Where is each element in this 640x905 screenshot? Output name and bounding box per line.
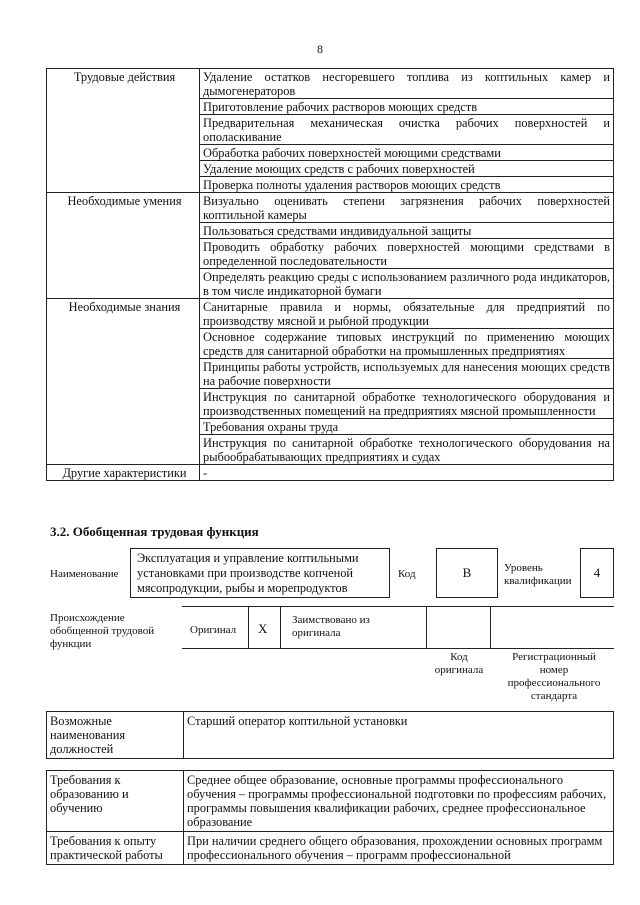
labor-function-table [46, 68, 614, 481]
code-label: Код [398, 568, 416, 580]
original-mark: X [258, 621, 268, 636]
labor-action-item: Приготовление рабочих растворов моющих средств [200, 99, 614, 115]
borrowed-label: Заимствовано из оригинала [292, 614, 370, 639]
name-box [130, 548, 390, 598]
table-row [47, 832, 614, 865]
knowledge-item: Требования охраны труда [200, 419, 614, 435]
knowledge-item: Основное содержание типовых инструкций по применению моющих средств для санитарной обработки на промышленных предприятиях [200, 329, 614, 359]
positions-table [46, 711, 614, 759]
labor-action-item: Обработка рабочих поверхностей моющими средствами [200, 145, 614, 161]
skill-item: Проводить обработку рабочих поверхностей моющими средствами в определенной последовательности [200, 239, 614, 269]
level-value: 4 [593, 565, 601, 580]
level-label: Уровень квалификации [504, 562, 572, 587]
skill-item: Определять реакцию среды с использованием различного рода индикаторов, в том числе индикаторной бумаги [200, 269, 614, 299]
function-name: Эксплуатация и управление коптильными установками при производстве копченой мясопродукции, рыбы и морепродуктов [137, 551, 359, 595]
table-row [47, 299, 614, 329]
experience-label: Требования к опыту практической работы [47, 832, 184, 865]
origin-divider [248, 606, 249, 648]
table-row [47, 465, 614, 481]
table-row [47, 69, 614, 99]
knowledge-item: Инструкция по санитарной обработке технологического оборудования и производственных помещений на предприятиях мясной промышленности [200, 389, 614, 419]
origin-top-rule [182, 606, 614, 607]
page-number: 8 [317, 42, 323, 56]
skill-item: Визуально оценивать степени загрязнения рабочих поверхностей коптильной камеры [200, 193, 614, 223]
table-row [47, 771, 614, 832]
skill-item: Пользоваться средствами индивидуальной защиты [200, 223, 614, 239]
positions-value: Старший оператор коптильной установки [184, 712, 614, 759]
requirements-table [46, 770, 614, 865]
education-label: Требования к образованию и обучению [47, 771, 184, 832]
labor-actions-label: Трудовые действия [47, 69, 200, 193]
origin-divider [490, 606, 491, 648]
experience-value: При наличии среднего общего образования, прохождении основных программ профессионального обучения – программ профессиональной [184, 832, 614, 865]
table-row [47, 712, 614, 759]
positions-label: Возможные наименования должностей [47, 712, 184, 759]
other-characteristics-label: Другие характеристики [47, 465, 200, 481]
labor-action-item: Удаление моющих средств с рабочих поверхностей [200, 161, 614, 177]
code-box [436, 548, 498, 598]
table-row [47, 193, 614, 223]
skills-label: Необходимые умения [47, 193, 200, 299]
reg-number-label: Регистрационный номер профессионального стандарта [507, 651, 601, 702]
labor-action-item: Удаление остатков несгоревшего топлива из коптильных камер и дымогенераторов [200, 69, 614, 99]
code-value: В [462, 565, 472, 580]
knowledge-item: Санитарные правила и нормы, обязательные для предприятий по производству мясной и рыбной продукции [200, 299, 614, 329]
origin-divider [280, 606, 281, 648]
labor-action-item: Предварительная механическая очистка рабочих поверхностей и ополаскивание [200, 115, 614, 145]
level-box [580, 548, 614, 598]
origin-bottom-rule [182, 648, 614, 649]
other-characteristics-value: - [200, 465, 614, 481]
name-label: Наименование [50, 568, 119, 580]
original-label: Оригинал [190, 624, 237, 636]
knowledge-label: Необходимые знания [47, 299, 200, 465]
knowledge-item: Принципы работы устройств, используемых для нанесения моющих средств на рабочие поверхности [200, 359, 614, 389]
origin-label: Происхождение обобщенной трудовой функции [50, 612, 155, 650]
code-original-label: Код оригинала [434, 651, 484, 676]
origin-divider [426, 606, 427, 648]
knowledge-item: Инструкция по санитарной обработке технологического оборудования на рыбообрабатывающих предприятиях и судах [200, 435, 614, 465]
education-value: Среднее общее образование, основные программы профессионального обучения – программы профессиональной подготовки по профессиям рабочих, программы повышения квалификации рабочих, среднее профессиональное образование [184, 771, 614, 832]
section-title: 3.2. Обобщенная трудовая функция [50, 524, 259, 539]
labor-action-item: Проверка полноты удаления растворов моющих средств [200, 177, 614, 193]
